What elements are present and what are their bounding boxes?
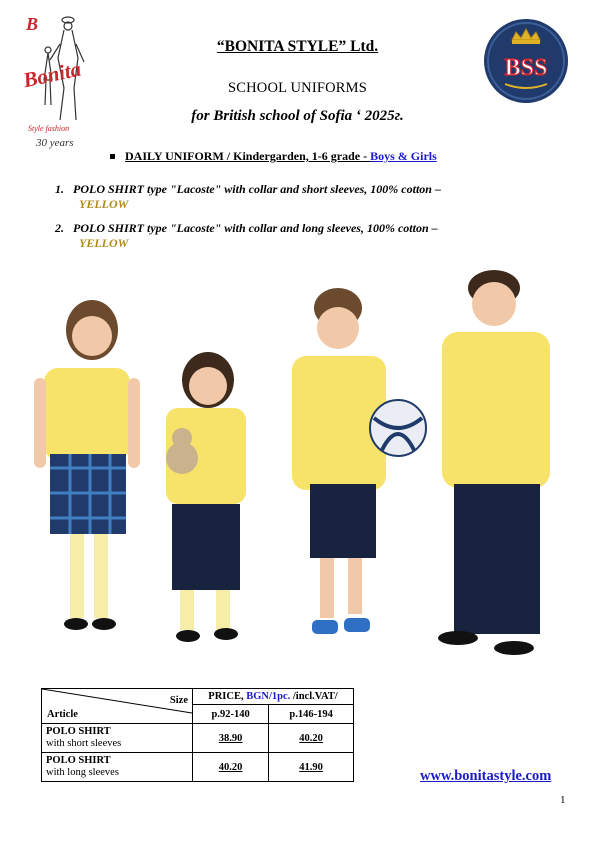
svg-text:B: B xyxy=(26,14,39,34)
price-header: PRICE, BGN/1pc. /incl.VAT/ xyxy=(193,689,354,705)
list-item-number: 2. xyxy=(55,221,64,235)
article-cell: POLO SHIRT with short sleeves xyxy=(42,724,193,753)
size-column-header: p.146-194 xyxy=(269,705,354,724)
child-figure xyxy=(166,352,246,642)
list-item-number: 1. xyxy=(55,182,64,196)
table-corner-header xyxy=(42,689,193,724)
logo-tagline-text: Style fashion xyxy=(28,124,70,133)
price-table xyxy=(41,688,354,782)
list-item-color: YELLOW xyxy=(79,197,129,211)
section-heading xyxy=(110,149,437,164)
child-figure xyxy=(438,270,550,655)
uniform-photo xyxy=(30,268,570,678)
logo-years-text: 30 years xyxy=(36,137,74,149)
child-figure xyxy=(34,300,140,630)
price-cell: 40.20 xyxy=(193,753,269,782)
list-item-color: YELLOW xyxy=(79,236,129,250)
document-title: SCHOOL UNIFORMS xyxy=(227,80,368,96)
child-figure xyxy=(292,288,426,634)
table-row xyxy=(42,724,354,753)
list-item xyxy=(55,182,441,212)
page-number: 1 xyxy=(560,794,566,806)
document-subtitle: for British school of Sofia ‘ 2025г. xyxy=(191,108,404,124)
logo-brand-text: Bonita xyxy=(21,56,84,93)
list-item-text: POLO SHIRT type "Lacoste" with collar and short sleeves, 100% cotton – xyxy=(73,182,441,196)
bullet-icon xyxy=(110,154,115,159)
website-link[interactable]: www.bonitastyle.com xyxy=(420,768,552,784)
article-label: Article xyxy=(47,709,78,720)
bss-logo-text: BSS xyxy=(504,55,548,81)
size-column-header: p.92-140 xyxy=(193,705,269,724)
table-row xyxy=(42,753,354,782)
price-cell: 38.90 xyxy=(193,724,269,753)
size-label: Size xyxy=(169,695,188,706)
company-name: “BONITA STYLE” Ltd. xyxy=(216,38,379,55)
section-label: DAILY UNIFORM / Kindergarden, 1-6 grade - xyxy=(125,149,371,163)
list-item xyxy=(55,221,438,251)
article-cell: POLO SHIRT with long sleeves xyxy=(42,753,193,782)
price-cell: 41.90 xyxy=(269,753,354,782)
list-item-text: POLO SHIRT type "Lacoste" with collar and long sleeves, 100% cotton – xyxy=(73,221,438,235)
price-cell: 40.20 xyxy=(269,724,354,753)
boys-girls-link[interactable]: Boys & Girls xyxy=(370,149,437,163)
